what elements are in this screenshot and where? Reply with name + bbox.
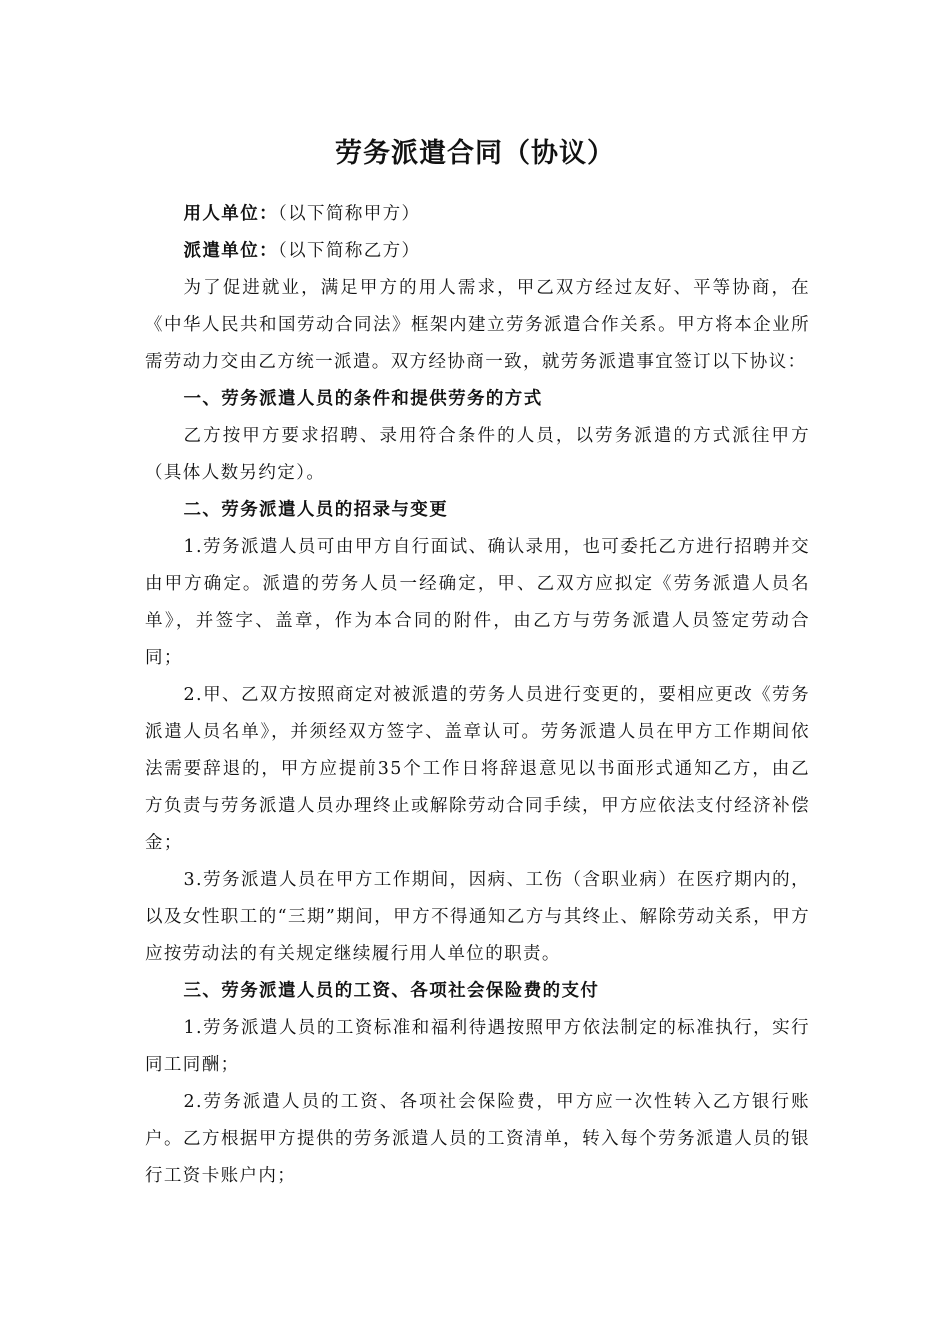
section-heading-2: 二、劳务派遣人员的招录与变更	[183, 500, 449, 520]
section-2-paragraph-1: 1.劳务派遣人员可由甲方自行面试、确认录用，也可委托乙方进行招聘并交由甲方确定。派遣的劳务人员一经确定，甲、乙双方应拟定《劳务派遣人员名单》，并签字、盖章，作为本合同的附件，由乙方与劳务派遣人员签定劳动合同；	[145, 537, 810, 668]
dispatcher-label: 派遣单位：	[183, 241, 278, 261]
employer-note: （以下简称甲方）	[278, 204, 421, 224]
dispatcher-line	[145, 233, 810, 270]
section-heading-1: 一、劳务派遣人员的条件和提供劳务的方式	[183, 389, 543, 409]
section-3-paragraph-2: 2.劳务派遣人员的工资、各项社会保险费，甲方应一次性转入乙方银行账户。乙方根据甲方提供的劳务派遣人员的工资清单，转入每个劳务派遣人员的银行工资卡账户内；	[145, 1092, 810, 1186]
intro-paragraph: 为了促进就业，满足甲方的用人需求，甲乙双方经过友好、平等协商，在《中华人民共和国劳动合同法》框架内建立劳务派遣合作关系。甲方将本企业所需劳动力交由乙方统一派遣。双方经协商一致，就劳务派遣事宜签订以下协议：	[145, 278, 810, 372]
document-title: 劳务派遣合同（协议）	[335, 138, 615, 169]
section-heading-3: 三、劳务派遣人员的工资、各项社会保险费的支付	[183, 981, 600, 1001]
section-3-paragraph-1: 1.劳务派遣人员的工资标准和福利待遇按照甲方依法制定的标准执行，实行同工同酬；	[145, 1018, 810, 1075]
section-2-paragraph-2: 2.甲、乙双方按照商定对被派遣的劳务人员进行变更的，要相应更改《劳务派遣人员名单》，并须经双方签字、盖章认可。劳务派遣人员在甲方工作期间依法需要辞退的，甲方应提前35个工作日将辞退意见以书面形式通知乙方，由乙方负责与劳务派遣人员办理终止或解除劳动合同手续，甲方应依法支付经济补偿金；	[145, 685, 810, 853]
dispatcher-note: （以下简称乙方）	[278, 241, 421, 261]
section-1-paragraph-1: 乙方按甲方要求招聘、录用符合条件的人员，以劳务派遣的方式派往甲方（具体人数另约定）。	[145, 426, 810, 483]
employer-line	[145, 196, 810, 233]
section-2-paragraph-3: 3.劳务派遣人员在甲方工作期间，因病、工伤（含职业病）在医疗期内的，以及女性职工的“三期”期间，甲方不得通知乙方与其终止、解除劳动关系，甲方应按劳动法的有关规定继续履行用人单位的职责。	[145, 870, 810, 964]
employer-label: 用人单位：	[183, 204, 278, 224]
document-body	[145, 196, 810, 1195]
